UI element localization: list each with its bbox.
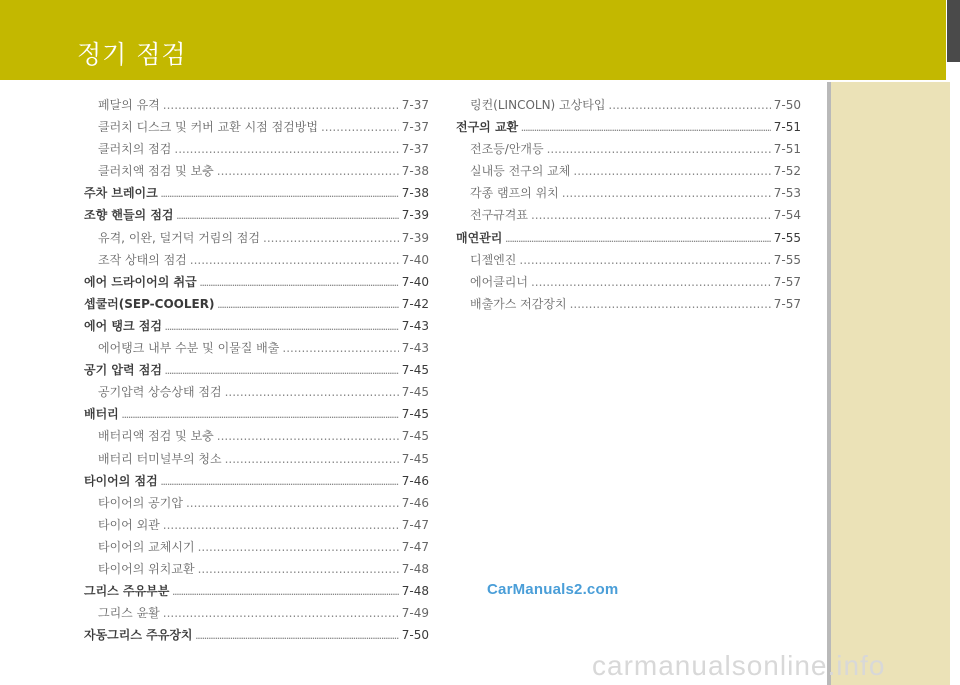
toc-entry-page: 7-37 <box>401 142 429 157</box>
toc-entry-label: 클러치액 점검 및 보충 <box>98 164 214 179</box>
toc-entry[interactable] <box>84 184 429 206</box>
toc-entry[interactable] <box>84 118 429 140</box>
toc-entry-page: 7-57 <box>773 296 801 311</box>
toc-entry-label: 에어 탱크 점검 <box>84 318 162 333</box>
toc-leader-dots <box>573 164 770 178</box>
toc-entry-page: 7-46 <box>401 495 429 510</box>
toc-entry-label: 전구규격표 <box>470 208 528 223</box>
toc-entry-page: 7-47 <box>401 517 429 532</box>
toc-leader-dots <box>172 589 398 597</box>
toc-leader-dots <box>217 429 399 443</box>
toc-entry-label: 각종 램프의 위치 <box>470 186 559 201</box>
toc-entry-label: 에어탱크 내부 수분 및 이물질 배출 <box>98 341 280 356</box>
toc-entry[interactable] <box>84 494 429 516</box>
toc-leader-dots <box>521 125 771 133</box>
toc-leader-dots <box>282 341 398 355</box>
toc-entry-label: 타이어의 교체시기 <box>98 539 195 554</box>
toc-entry-page: 7-37 <box>401 98 429 112</box>
toc-entry-label: 타이어의 위치교환 <box>98 561 195 576</box>
toc-entry-label: 배터리 터미널부의 청소 <box>98 451 222 466</box>
toc-entry-label: 전구의 교환 <box>456 120 519 135</box>
toc-entry[interactable] <box>456 96 801 118</box>
toc-entry[interactable] <box>456 295 801 317</box>
toc-leader-dots <box>608 98 770 112</box>
toc-entry[interactable] <box>84 229 429 251</box>
header-bar <box>0 0 946 80</box>
toc-entry-label: 공기 압력 점검 <box>84 363 162 378</box>
toc-entry[interactable] <box>84 516 429 538</box>
toc-leader-dots <box>562 186 771 200</box>
toc-left-column <box>84 96 429 648</box>
toc-entry-label: 타이어의 점검 <box>84 473 158 488</box>
toc-entry-label: 조향 핸들의 점검 <box>84 208 174 223</box>
toc-entry-page: 7-45 <box>401 363 429 378</box>
toc-entry[interactable] <box>84 96 429 118</box>
toc-leader-dots <box>165 368 399 376</box>
toc-entry[interactable] <box>84 162 429 184</box>
toc-entry-label: 디젤엔진 <box>470 252 517 267</box>
corner-tab <box>947 0 960 62</box>
toc-entry-page: 7-43 <box>401 341 429 356</box>
toc-entry-page: 7-42 <box>401 296 429 311</box>
toc-leader-dots <box>225 452 399 466</box>
toc-entry-page: 7-50 <box>773 98 801 112</box>
toc-entry-label: 주차 브레이크 <box>84 186 158 201</box>
toc-leader-dots <box>163 518 399 532</box>
toc-leader-dots <box>198 540 399 554</box>
toc-leader-dots <box>161 191 399 199</box>
toc-entry-label: 그리스 윤활 <box>98 606 160 621</box>
toc-entry-page: 7-45 <box>401 407 429 422</box>
toc-entry[interactable] <box>84 383 429 405</box>
toc-entry-page: 7-40 <box>401 252 429 267</box>
toc-entry[interactable] <box>84 140 429 162</box>
toc-entry-page: 7-49 <box>401 606 429 621</box>
toc-leader-dots <box>174 142 398 156</box>
toc-entry-page: 7-48 <box>401 561 429 576</box>
toc-leader-dots <box>198 562 399 576</box>
toc-leader-dots <box>190 253 399 267</box>
toc-entry-label: 매연관리 <box>456 230 503 245</box>
toc-entry-page: 7-51 <box>773 142 801 157</box>
toc-leader-dots <box>200 280 399 288</box>
toc-entry-label: 전조등/안개등 <box>470 142 544 157</box>
toc-entry[interactable] <box>84 273 429 295</box>
toc-entry-label: 클러치의 점검 <box>98 142 172 157</box>
toc-entry-page: 7-46 <box>401 473 429 488</box>
toc-entry-label: 배터리액 점검 및 보충 <box>98 429 214 444</box>
toc-entry-label: 자동그리스 주유장치 <box>84 628 193 643</box>
toc-leader-dots <box>531 208 771 222</box>
toc-entry[interactable] <box>456 184 801 206</box>
toc-entry[interactable] <box>456 251 801 273</box>
toc-entry-page: 7-38 <box>401 186 429 201</box>
toc-entry-page: 7-38 <box>401 164 429 179</box>
toc-entry-label: 실내등 전구의 교체 <box>470 164 571 179</box>
toc-entry-page: 7-45 <box>401 429 429 444</box>
toc-entry-page: 7-39 <box>401 230 429 245</box>
toc-entry-page: 7-45 <box>401 451 429 466</box>
toc-entry[interactable] <box>84 251 429 273</box>
toc-entry-page: 7-55 <box>773 230 801 245</box>
toc-entry-page: 7-53 <box>773 186 801 201</box>
toc-entry[interactable] <box>456 140 801 162</box>
toc-entry-label: 페달의 유격 <box>98 98 160 112</box>
toc-entry-label: 에어 드라이어의 취급 <box>84 274 197 289</box>
toc-entry[interactable] <box>84 361 429 383</box>
toc-entry[interactable] <box>84 295 429 317</box>
toc-entry[interactable] <box>84 427 429 449</box>
toc-leader-dots <box>161 479 399 487</box>
toc-entry-label: 배터리 <box>84 407 119 422</box>
toc-entry[interactable] <box>84 472 429 494</box>
toc-entry-page: 7-39 <box>401 208 429 223</box>
page-title: 정기 점검 <box>77 40 187 69</box>
toc-leader-dots <box>163 98 399 112</box>
toc-entry[interactable] <box>84 560 429 582</box>
toc-leader-dots <box>547 142 771 156</box>
toc-entry-page: 7-47 <box>401 539 429 554</box>
toc-right-column <box>456 96 801 317</box>
toc-leader-dots <box>177 213 399 221</box>
toc-entry-label: 공기압력 상승상태 점검 <box>98 385 222 400</box>
toc-entry-label: 조작 상태의 점검 <box>98 252 187 267</box>
watermark-bottom: carmanualsonline.info <box>592 650 886 681</box>
toc-leader-dots <box>225 385 399 399</box>
toc-entry[interactable] <box>84 582 429 604</box>
toc-entry-page: 7-43 <box>401 318 429 333</box>
toc-leader-dots <box>122 412 399 420</box>
toc-leader-dots <box>531 275 771 289</box>
toc-leader-dots <box>196 633 399 641</box>
toc-entry-page: 7-52 <box>773 164 801 179</box>
toc-entry[interactable] <box>84 450 429 472</box>
toc-entry[interactable] <box>84 538 429 560</box>
toc-entry-label: 유격, 이완, 덜거덕 거림의 점검 <box>98 230 260 245</box>
toc-leader-dots <box>263 231 399 245</box>
toc-entry-page: 7-57 <box>773 274 801 289</box>
toc-entry[interactable] <box>456 162 801 184</box>
toc-entry-label: 타이어 외관 <box>98 517 160 532</box>
toc-entry[interactable] <box>84 405 429 427</box>
toc-entry-label: 링컨(LINCOLN) 고상타입 <box>470 98 606 112</box>
toc-entry-label: 에어클리너 <box>470 274 528 289</box>
toc-leader-dots <box>217 302 398 310</box>
toc-entry-page: 7-37 <box>401 120 429 135</box>
toc-leader-dots <box>165 324 399 332</box>
toc-leader-dots <box>570 297 771 311</box>
toc-entry-label: 배출가스 저감장치 <box>470 296 567 311</box>
toc-leader-dots <box>519 253 770 267</box>
toc-entry-page: 7-45 <box>401 385 429 400</box>
toc-leader-dots <box>163 606 399 620</box>
toc-entry-page: 7-51 <box>773 120 801 135</box>
side-margin-panel <box>827 82 950 685</box>
toc-leader-dots <box>186 496 399 510</box>
toc-entry[interactable] <box>84 339 429 361</box>
toc-entry-label: 클러치 디스크 및 커버 교환 시점 점검방법 <box>98 120 318 135</box>
toc-entry-page: 7-48 <box>401 584 429 599</box>
toc-leader-dots <box>321 120 399 134</box>
toc-entry[interactable] <box>84 626 429 648</box>
toc-entry-page: 7-50 <box>401 628 429 643</box>
watermark-site: CarManuals2.com <box>487 581 619 598</box>
toc-entry-label: 그리스 주유부분 <box>84 584 170 599</box>
toc-entry-page: 7-40 <box>401 274 429 289</box>
toc-entry-label: 셉쿨러(SEP-COOLER) <box>84 296 215 311</box>
toc-leader-dots <box>505 236 770 244</box>
toc-entry[interactable] <box>456 273 801 295</box>
toc-entry[interactable] <box>456 206 801 228</box>
toc-entry-page: 7-54 <box>773 208 801 223</box>
toc-entry[interactable] <box>84 206 429 228</box>
toc-entry-label: 타이어의 공기압 <box>98 495 183 510</box>
toc-leader-dots <box>217 164 399 178</box>
toc-entry[interactable] <box>84 317 429 339</box>
toc-entry[interactable] <box>84 604 429 626</box>
toc-entry[interactable] <box>456 229 801 251</box>
toc-entry[interactable] <box>456 118 801 140</box>
toc-entry-page: 7-55 <box>773 252 801 267</box>
